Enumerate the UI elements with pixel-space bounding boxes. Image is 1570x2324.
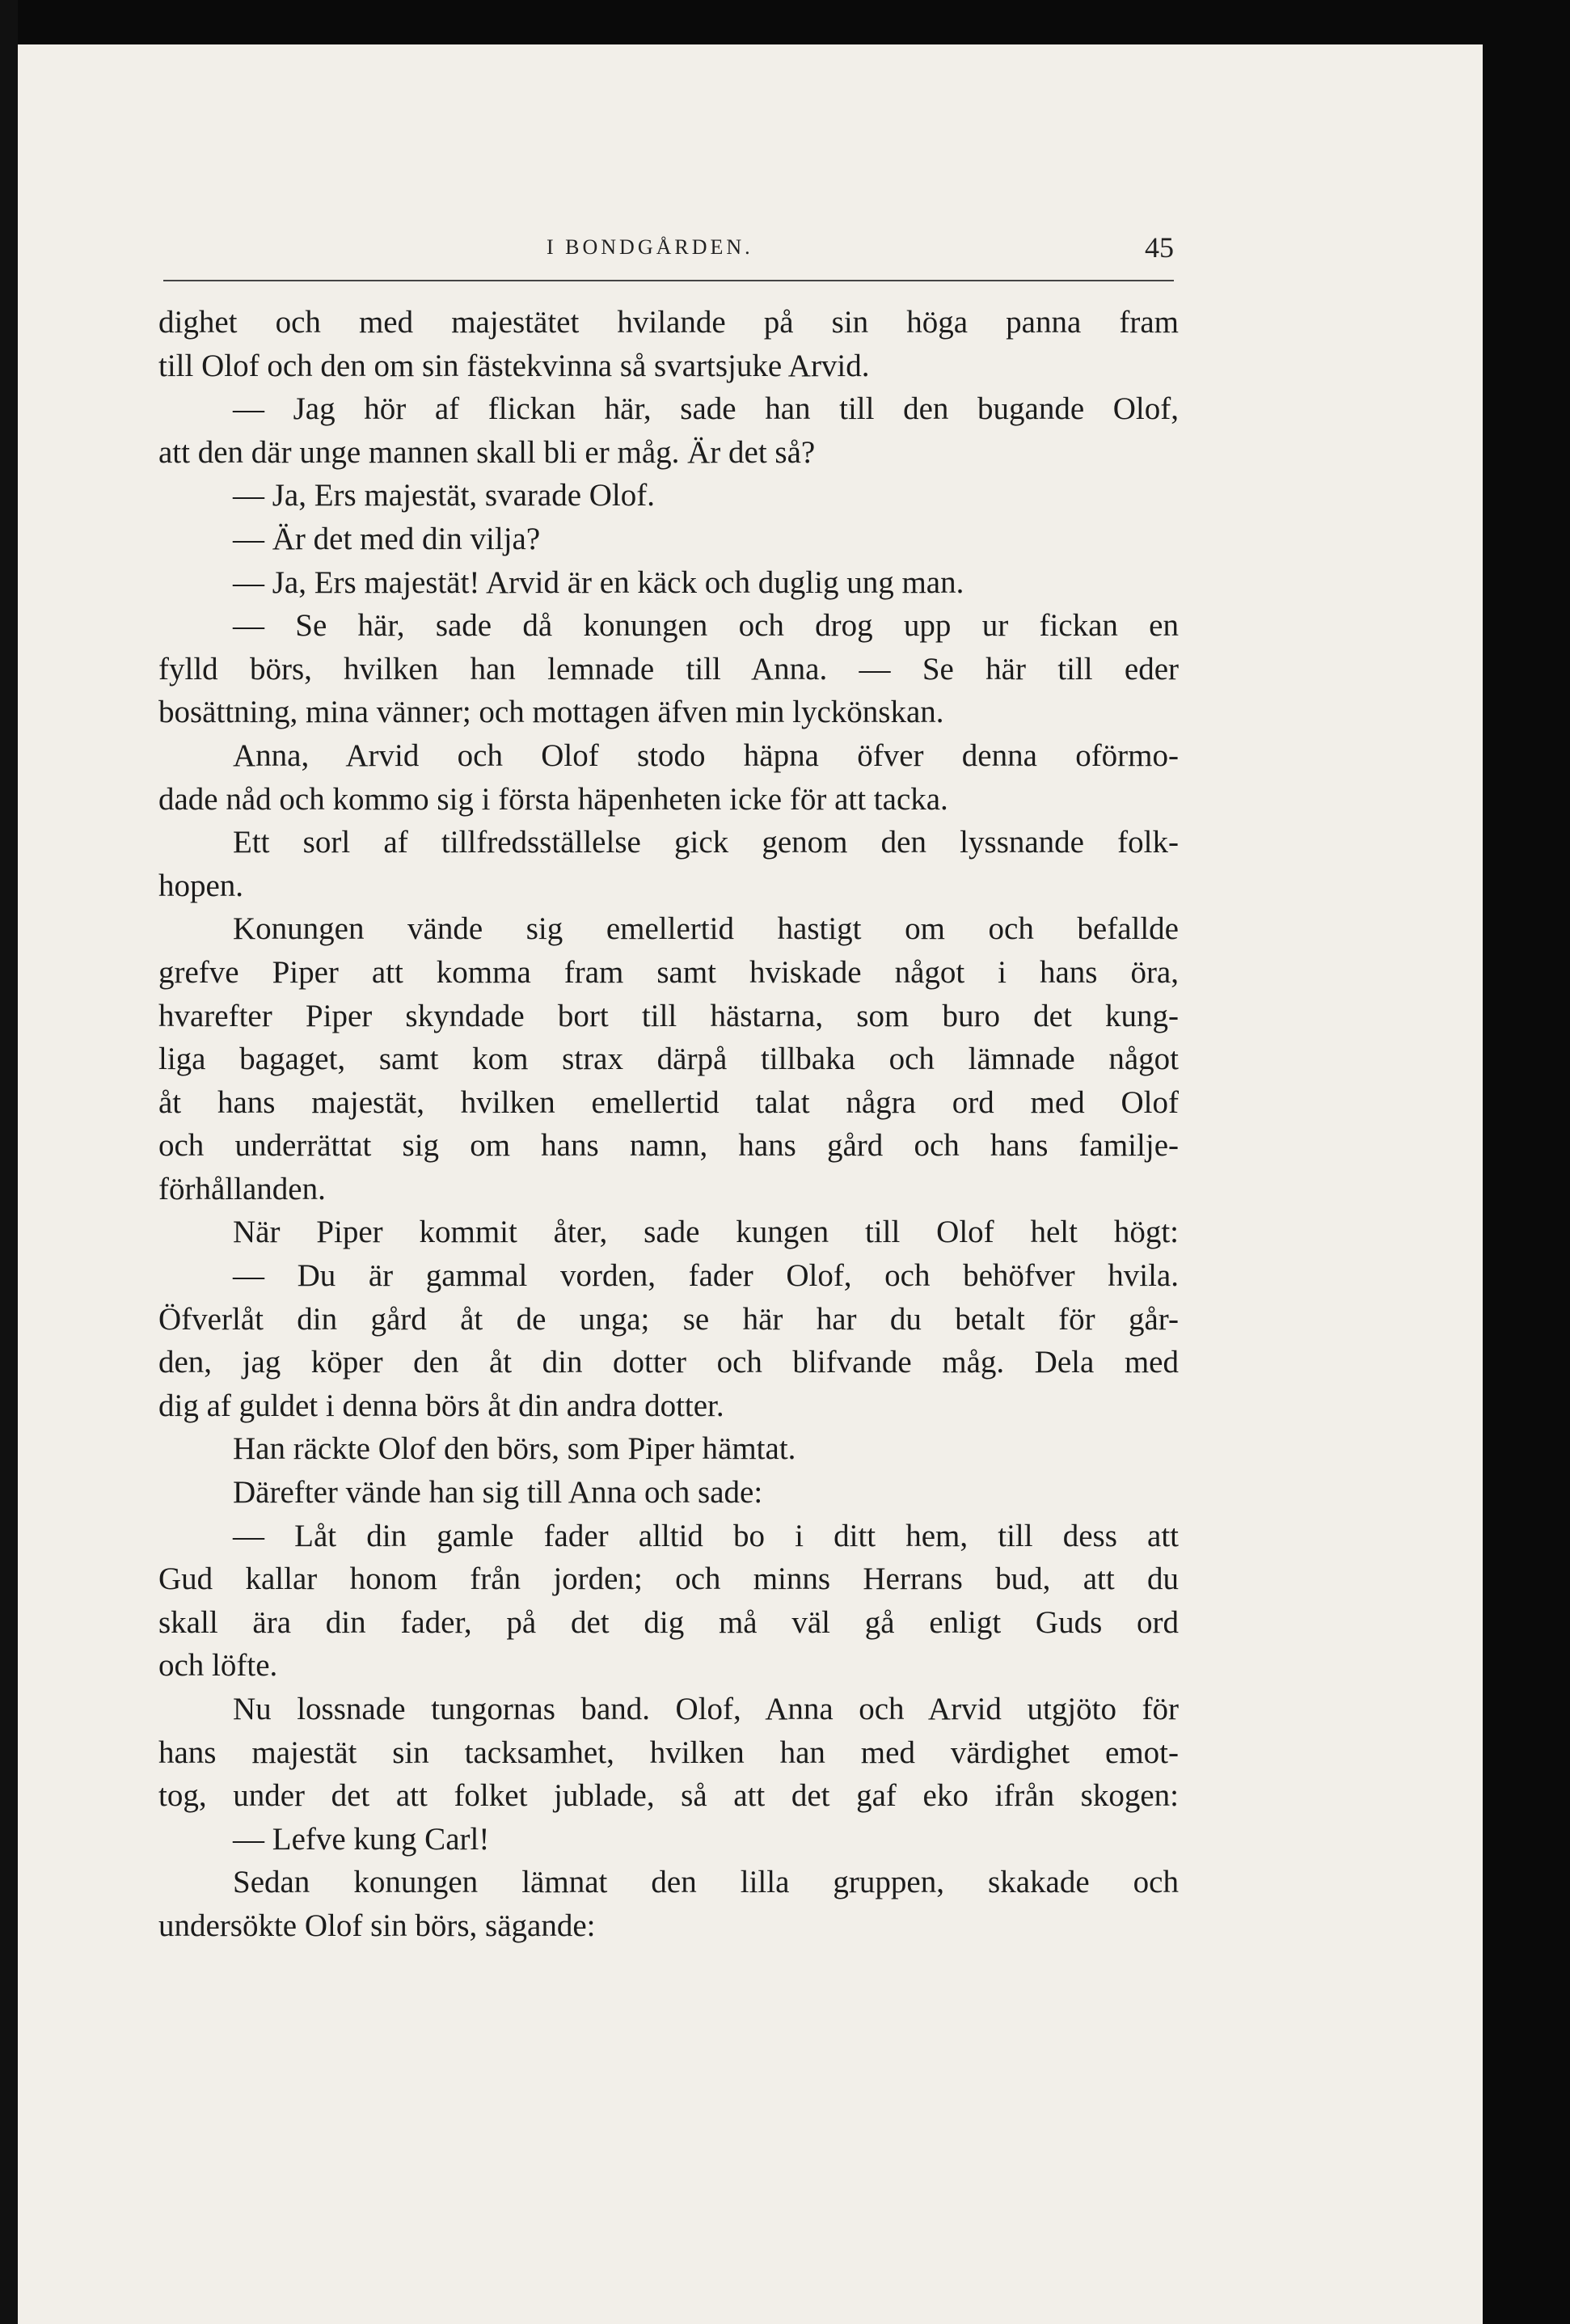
text-line: fylld börs, hvilken han lemnade till Anna. — Se här till eder <box>158 651 1179 687</box>
text-line: förhållanden. <box>158 1171 326 1206</box>
text-line: grefve Piper att komma fram samt hviskade något i hans öra, <box>158 954 1179 990</box>
text-line: hvarefter Piper skyndade bort till hästarna, som buro det kung- <box>158 998 1179 1033</box>
text-line: tog, under det att folket jublade, så att det gaf eko ifrån skogen: <box>158 1778 1179 1814</box>
text-line: dighet och med majestätet hvilande på sin höga panna fram <box>158 305 1179 340</box>
text-line: — Ja, Ers majestät, svarade Olof. <box>233 478 656 513</box>
text-line: hopen. <box>158 868 244 903</box>
text-line: — Låt din gamle fader alltid bo i ditt hem, till dess att <box>233 1518 1179 1553</box>
text-line: till Olof och den om sin fästekvinna så svartsjuke Arvid. <box>158 348 870 383</box>
text-line: bosättning, mina vänner; och mottagen äfven min lyckönskan. <box>158 695 944 730</box>
text-line: åt hans majestät, hvilken emellertid talat några ord med Olof <box>158 1084 1179 1120</box>
text-line: Ett sorl af tillfredsställelse gick genom den lyssnande folk- <box>233 825 1179 860</box>
text-line: Gud kallar honom från jorden; och minns Herrans bud, att du <box>158 1561 1179 1597</box>
text-line: och underrättat sig om hans namn, hans gård och hans familje- <box>158 1128 1179 1164</box>
text-line: den, jag köper den åt din dotter och blifvande måg. Dela med <box>158 1345 1179 1380</box>
text-line: Konungen vände sig emellertid hastigt om och befallde <box>233 911 1179 947</box>
text-line: undersökte Olof sin börs, sägande: <box>158 1908 596 1943</box>
body-text <box>158 301 1179 1948</box>
text-line: När Piper kommit åter, sade kungen till Olof helt högt: <box>233 1215 1179 1250</box>
scan-border-left <box>0 0 18 2324</box>
text-line: — Lefve kung Carl! <box>233 1821 490 1857</box>
header-rule <box>163 280 1174 281</box>
page-header <box>142 230 1174 276</box>
text-line: — Se här, sade då konungen och drog upp ur fickan en <box>233 608 1179 644</box>
text-line: Nu lossnade tungornas band. Olof, Anna och Arvid utgjöto för <box>233 1692 1179 1726</box>
text-line: Öfverlåt din gård åt de unga; se här har du betalt för går- <box>158 1301 1179 1337</box>
text-line: liga bagaget, samt kom strax därpå tillbaka och lämnade något <box>158 1042 1179 1077</box>
text-line: — Är det med din vilja? <box>233 521 541 556</box>
text-line: hans majestät sin tacksamhet, hvilken han med värdighet emot- <box>158 1735 1179 1770</box>
text-line: skall ära din fader, på det dig må väl gå enligt Guds ord <box>158 1604 1179 1640</box>
text-line: och löfte. <box>158 1648 278 1684</box>
text-line: Anna, Arvid och Olof stodo häpna öfver denna oförmo- <box>233 737 1179 773</box>
text-line: — Ja, Ers majestät! Arvid är en käck och duglig ung man. <box>233 564 964 600</box>
text-line: Sedan konungen lämnat den lilla gruppen, skakade och <box>233 1865 1179 1900</box>
text-line: — Jag hör af flickan här, sade han till den bugande Olof, <box>233 391 1179 427</box>
page-number: 45 <box>1145 231 1174 264</box>
text-line: dade nåd och kommo sig i första häpenheten icke för att tacka. <box>158 781 948 817</box>
text-line: att den där unge mannen skall bli er måg. Är det så? <box>158 434 816 470</box>
text-line: — Du är gammal vorden, fader Olof, och behöfver hvila. <box>233 1258 1179 1294</box>
text-line: Han räckte Olof den börs, som Piper hämtat. <box>233 1431 796 1467</box>
text-line: dig af guldet i denna börs åt din andra dotter. <box>158 1388 724 1423</box>
running-title: I BONDGÅRDEN. <box>547 235 753 259</box>
text-line: Därefter vände han sig till Anna och sade: <box>233 1475 763 1511</box>
